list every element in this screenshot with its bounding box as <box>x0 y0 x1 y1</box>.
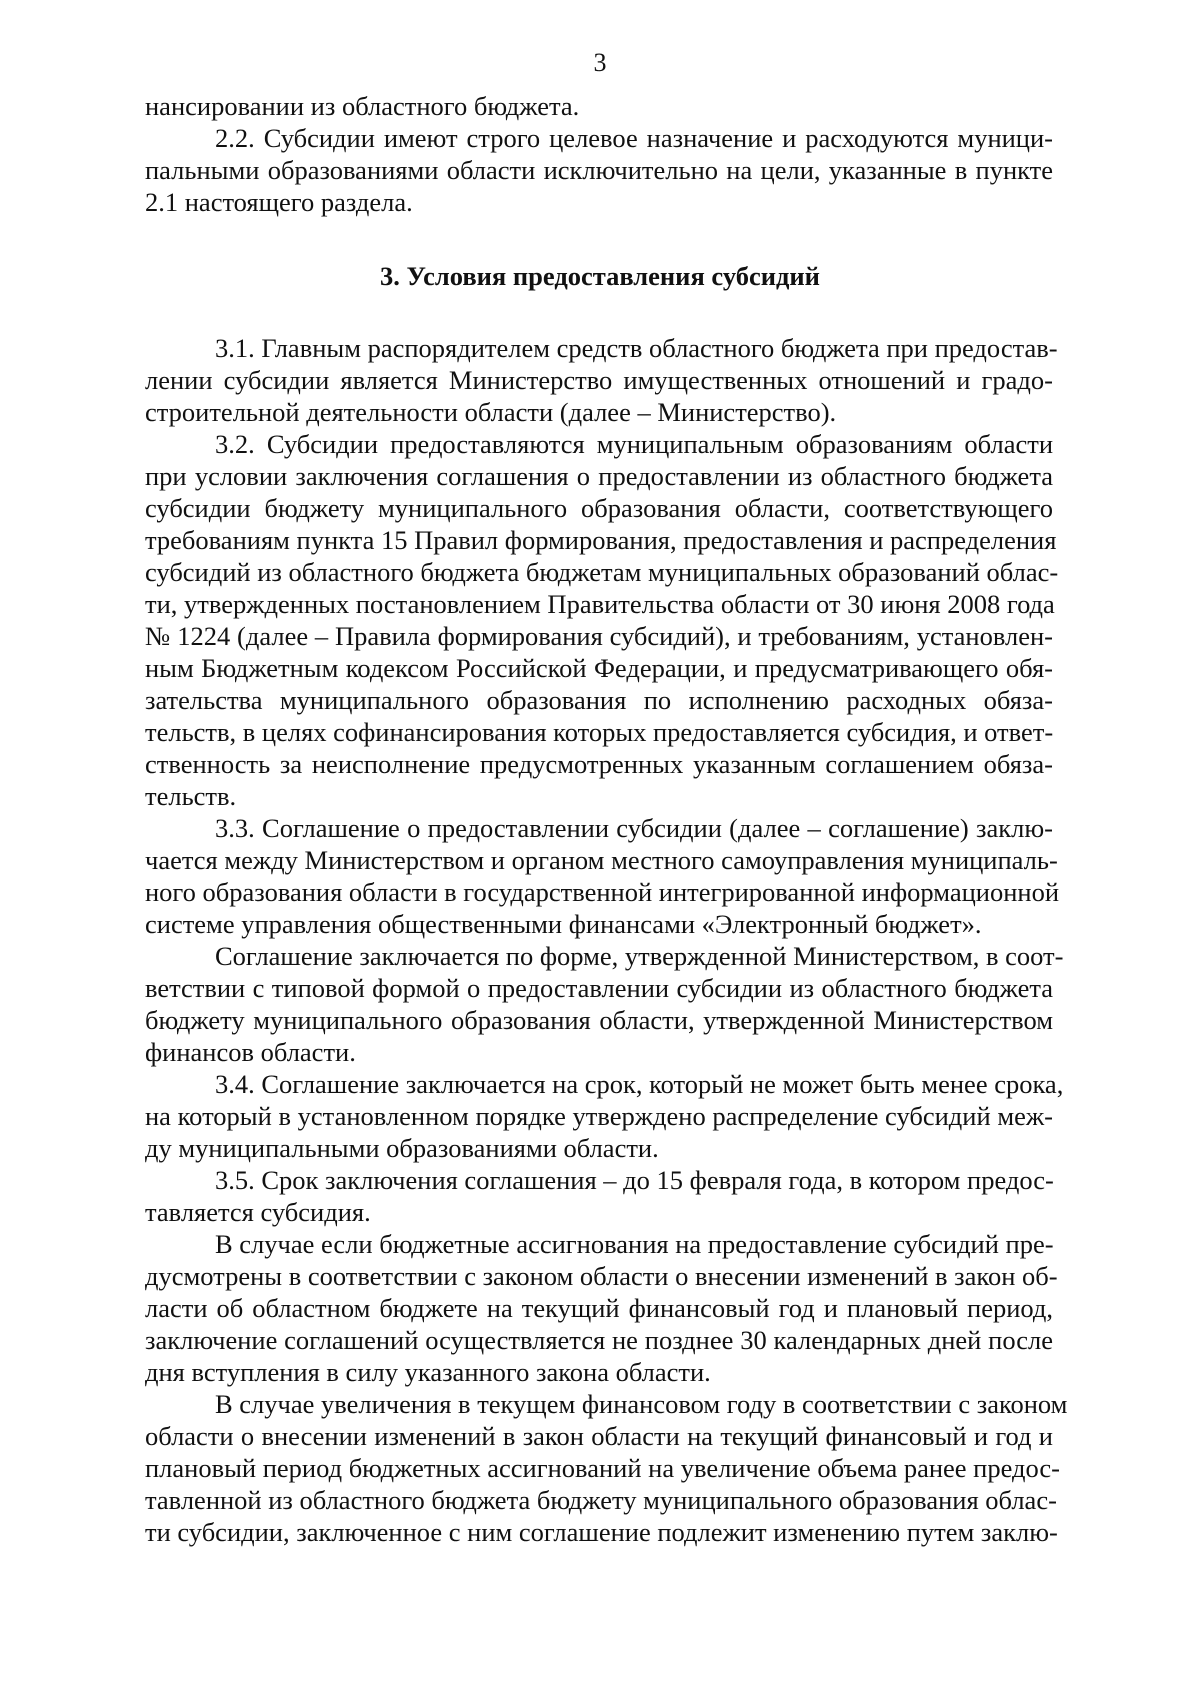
section-heading: 3. Условия предоставления субсидий <box>380 261 820 291</box>
text-block-section-2 <box>145 90 1053 218</box>
text-line: Соглашение заключается по форме, утвержденной Министерством, в соот- <box>215 941 1064 971</box>
text-line: В случае если бюджетные ассигнования на предоставление субсидий пре- <box>215 1229 1054 1259</box>
text-line: 3.3. Соглашение о предоставлении субсидии (далее – соглашение) заклю- <box>215 813 1053 843</box>
text-line: ду муниципальными образованиями области. <box>145 1133 659 1163</box>
text-line: финансов области. <box>145 1037 356 1067</box>
text-line: плановый период бюджетных ассигнований на увеличение объема ранее предос- <box>145 1453 1061 1483</box>
text-line: ветствии с типовой формой о предоставлении субсидии из областного бюджета <box>145 973 1053 1003</box>
text-line: области о внесении изменений в закон области на текущий финансовый и год и <box>145 1421 1053 1451</box>
text-line: на который в установленном порядке утверждено распределение субсидий меж- <box>145 1101 1053 1131</box>
text-line: тавляется субсидия. <box>145 1197 371 1227</box>
text-line: тельств, в целях софинансирования которых предоставляется субсидия, и ответ- <box>145 717 1054 747</box>
text-line: 3.4. Соглашение заключается на срок, который не может быть менее срока, <box>215 1069 1064 1099</box>
text-line: дня вступления в силу указанного закона области. <box>145 1357 711 1387</box>
text-line: ного образования области в государственной интегрированной информационной <box>145 877 1060 907</box>
text-line: бюджету муниципального образования области, утвержденной Министерством <box>145 1005 1053 1035</box>
text-line: тельств. <box>145 781 237 811</box>
text-line: ственность за неисполнение предусмотренных указанным соглашением обяза- <box>145 749 1053 779</box>
text-line: 3.2. Субсидии предоставляются муниципальным образованиям области <box>215 429 1053 459</box>
text-line: тавленной из областного бюджета бюджету муниципального образования облас- <box>145 1485 1057 1515</box>
text-block-section-3 <box>145 332 1068 1548</box>
text-line: заключение соглашений осуществляется не позднее 30 календарных дней после <box>145 1325 1053 1355</box>
text-line: системе управления общественными финансами «Электронный бюджет». <box>145 909 982 939</box>
text-line: В случае увеличения в текущем финансовом году в соответствии с законом <box>215 1389 1068 1419</box>
text-line: строительной деятельности области (далее – Министерство). <box>145 397 837 427</box>
text-line: при условии заключения соглашения о предоставлении из областного бюджета <box>145 461 1053 491</box>
text-line: субсидии бюджету муниципального образования области, соответствующего <box>145 493 1053 523</box>
text-line: дусмотрены в соответствии с законом области о внесении изменений в закон об- <box>145 1261 1058 1291</box>
text-line: ным Бюджетным кодексом Российской Федерации, и предусматривающего обя- <box>145 653 1053 683</box>
text-line: зательства муниципального образования по исполнению расходных обяза- <box>145 685 1053 715</box>
text-line: субсидий из областного бюджета бюджетам муниципальных образований облас- <box>145 557 1059 587</box>
text-line: нансировании из областного бюджета. <box>145 91 580 121</box>
text-line: 2.2. Субсидии имеют строго целевое назначение и расходуются муници- <box>215 123 1053 153</box>
text-line: № 1224 (далее – Правила формирования субсидий), и требованиям, установлен- <box>145 621 1053 651</box>
text-line: 2.1 настоящего раздела. <box>145 187 413 217</box>
text-line: чается между Министерством и органом местного самоуправления муниципаль- <box>145 845 1058 875</box>
text-line: ласти об областном бюджете на текущий финансовый год и плановый период, <box>145 1293 1053 1323</box>
text-line: ти, утвержденных постановлением Правительства области от 30 июня 2008 года <box>145 589 1055 619</box>
page-number: 3 <box>593 48 607 77</box>
text-line: лении субсидии является Министерство имущественных отношений и градо- <box>145 365 1053 395</box>
text-line: 3.1. Главным распорядителем средств областного бюджета при предостав- <box>215 333 1058 363</box>
text-line: ти субсидии, заключенное с ним соглашение подлежит изменению путем заклю- <box>145 1517 1058 1547</box>
text-line: пальными образованиями области исключительно на цели, указанные в пункте <box>145 155 1053 185</box>
text-line: 3.5. Срок заключения соглашения – до 15 февраля года, в котором предос- <box>215 1165 1054 1195</box>
text-line: требованиям пункта 15 Правил формирования, предоставления и распределения <box>145 525 1057 555</box>
